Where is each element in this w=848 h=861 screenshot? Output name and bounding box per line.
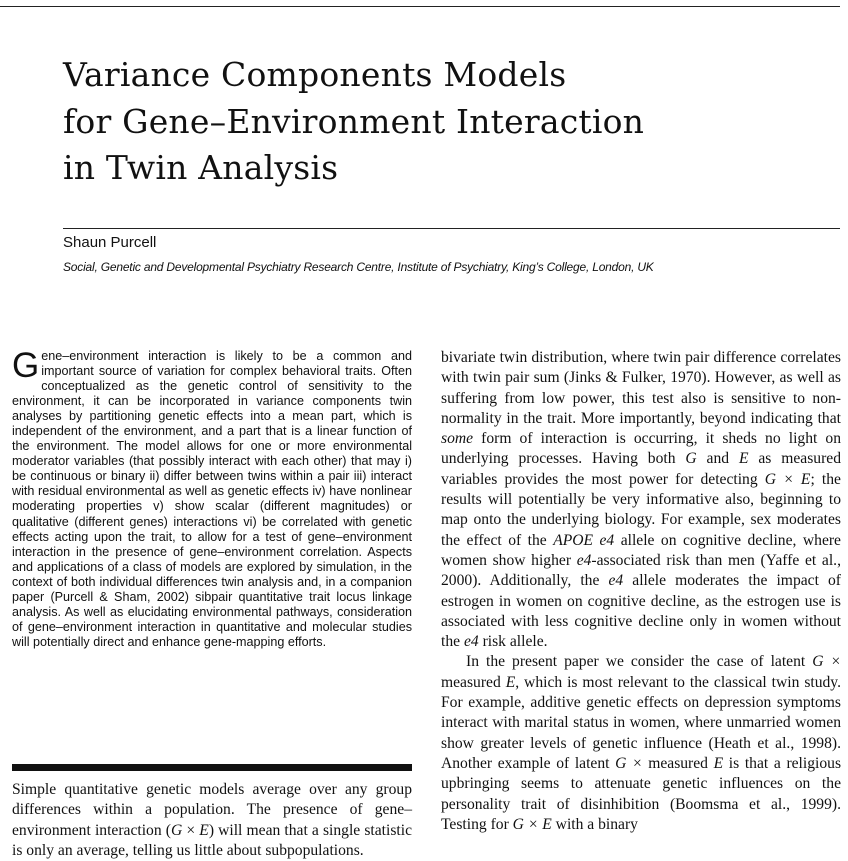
top-rule: [0, 6, 840, 7]
title-line-2: for Gene–Environment Interaction: [63, 101, 645, 141]
article-title: [63, 52, 644, 192]
author-name: Shaun Purcell: [63, 234, 157, 251]
intro-paragraph: Simple quantitative genetic models average over any group differences within a population. The presence of gene–environment interaction (G × E) will mean that a single statistic is only an average, telling us little about subpopulations.: [12, 781, 413, 859]
body-column-right: [441, 348, 841, 835]
right-paragraph-2: In the present paper we consider the case of latent G × measured E, which is most relevant to the classical twin study. For example, additive genetic effects on depression symptoms interact with marital status in women, where unmarried women show greater levels of genetic influence (Heath et al., 1998). Another example of latent G × measured E is that a religious upbringing seems to attenuate genetic influences on the personality trait of disinhibition (Boomsma et al., 1999). Testing for G × E with a binary: [441, 653, 842, 833]
author-affiliation: Social, Genetic and Developmental Psychiatry Research Centre, Institute of Psychiatry, King’s College, London, UK: [63, 260, 654, 274]
abstract-text: ene–environment interaction is likely to be a common and important source of variation for complex behavioral traits. Often conceptualized as the genetic control of sensitivity to the environment, it can be incorporated in variance components twin analyses by partitioning genetic effects into a mean part, which is independent of the environment, and a part that is a linear function of the environment. The model allows for one or more environmental moderator variables (that possibly interact with each other) that may i) be continuous or binary ii) differ between twins within a pair iii) interact with residual environmental as well as genetic effects iv) have nonlinear moderating properties v) show scalar (different magnitudes) or qualitative (different genes) interactions vi) be correlated with genetic effects acting upon the trait, to allow for a test of gene–environment interaction in the presence of gene–environment correlation. Aspects and applications of a class of models are explored by simulation, in the context of both individual differences twin analysis and, in a companion paper (Purcell & Sham, 2002) sibpair quantitative trait locus linkage analysis. As well as elucidating environmental pathways, consideration of gene–environment interaction in quantitative and molecular studies will potentially direct and enhance gene-mapping efforts.: [12, 349, 412, 649]
section-rule: [12, 764, 412, 771]
title-line-3: in Twin Analysis: [63, 148, 339, 187]
body-column-left: [12, 780, 412, 861]
abstract: [12, 346, 412, 650]
title-line-1: Variance Components Models: [63, 55, 567, 94]
abstract-dropcap: G: [12, 346, 40, 385]
right-paragraph-1: bivariate twin distribution, where twin pair difference correlates with twin pair sum (Jinks & Fulker, 1970). However, as well as suffering from low power, this test also is sensitive to non-normality in the trait. More importantly, beyond indicating that some form of interaction is occurring, it sheds no light on underlying processes. Having both G and E as measured variables provides the most power for detecting G × E; the results will potentially be very informative also, beginning to map onto the underlying biology. For example, sex moderates the effect of the APOE e4 allele on cognitive decline, where women show higher e4-associated risk than men (Yaffe et al., 2000). Additionally, the e4 allele moderates the impact of estrogen in women on cognitive decline, as the estrogen use is associated with less cognitive decline only in women without the e4 risk allele.: [441, 349, 841, 651]
author-rule: [63, 228, 840, 229]
